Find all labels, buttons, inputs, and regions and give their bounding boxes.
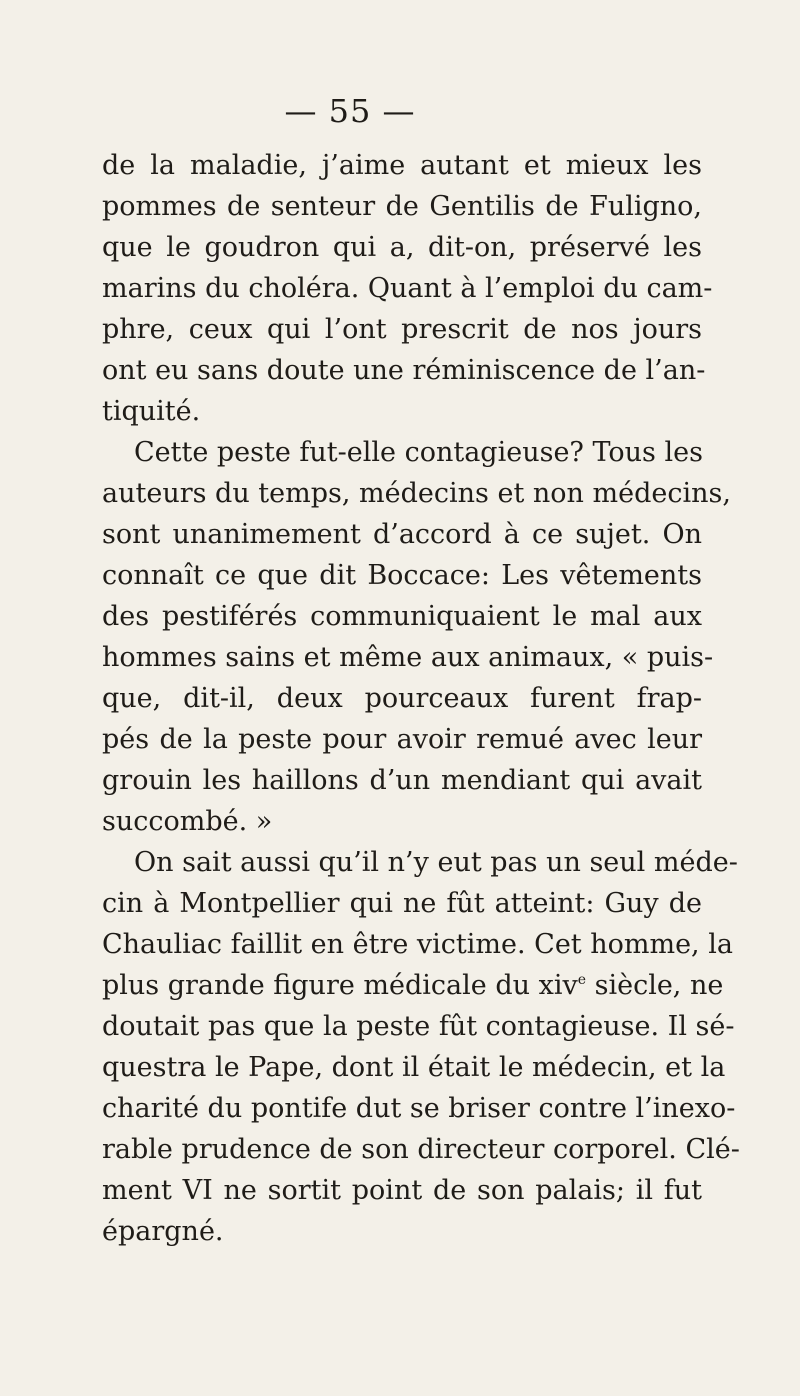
text-line: doutait pas que la peste fût contagieuse. Il sé-: [102, 1011, 735, 1042]
text-line: auteurs du temps, médecins et non médecins,: [102, 478, 731, 509]
text-fragment: plus grande figure médicale du xiv: [102, 970, 578, 1001]
text-line: questra le Pape, dont il était le médecin, et la: [102, 1052, 726, 1083]
text-line: grouin les haillons d’un mendiant qui avait: [102, 765, 702, 796]
text-line: hommes sains et même aux animaux, « puis-: [102, 642, 714, 673]
text-line: cin à Montpellier qui ne fût atteint: Guy de: [102, 888, 702, 919]
text-line: rable prudence de son directeur corporel. Clé-: [102, 1134, 740, 1165]
text-fragment: siècle, ne: [586, 970, 724, 1001]
text-line: Chauliac faillit en être victime. Cet homme, la: [102, 929, 733, 960]
text-line: pommes de senteur de Gentilis de Fuligno,: [102, 191, 702, 222]
text-line: tiquité.: [102, 396, 201, 427]
text-line: ment VI ne sortit point de son palais; il fut: [102, 1175, 702, 1206]
text-line: On sait aussi qu’il n’y eut pas un seul méde-: [134, 847, 738, 878]
text-line: sont unanimement d’accord à ce sujet. On: [102, 519, 702, 550]
text-line: Cette peste fut-elle contagieuse? Tous les: [134, 437, 703, 468]
superscript: e: [577, 972, 587, 988]
text-line: ont eu sans doute une réminiscence de l’an-: [102, 355, 706, 386]
text-line: charité du pontife dut se briser contre l’inexo-: [102, 1093, 736, 1124]
page-number: — 55 —: [284, 92, 416, 130]
text-line: que le goudron qui a, dit-on, préservé les: [102, 232, 702, 263]
text-line: que, dit-il, deux pourceaux furent frap-: [102, 683, 702, 714]
text-line-with-superscript: [102, 965, 724, 1006]
text-line: phre, ceux qui l’ont prescrit de nos jours: [102, 314, 702, 345]
text-line: épargné.: [102, 1216, 224, 1247]
text-line: de la maladie, j’aime autant et mieux les: [102, 150, 702, 181]
text-line: pés de la peste pour avoir remué avec leur: [102, 724, 702, 755]
text-line: marins du choléra. Quant à l’emploi du cam-: [102, 273, 713, 304]
text-line: des pestiférés communiquaient le mal aux: [102, 601, 702, 632]
body-text: [102, 145, 740, 1252]
text-line: connaît ce que dit Boccace: Les vêtements: [102, 560, 702, 591]
text-line: succombé. »: [102, 806, 273, 837]
